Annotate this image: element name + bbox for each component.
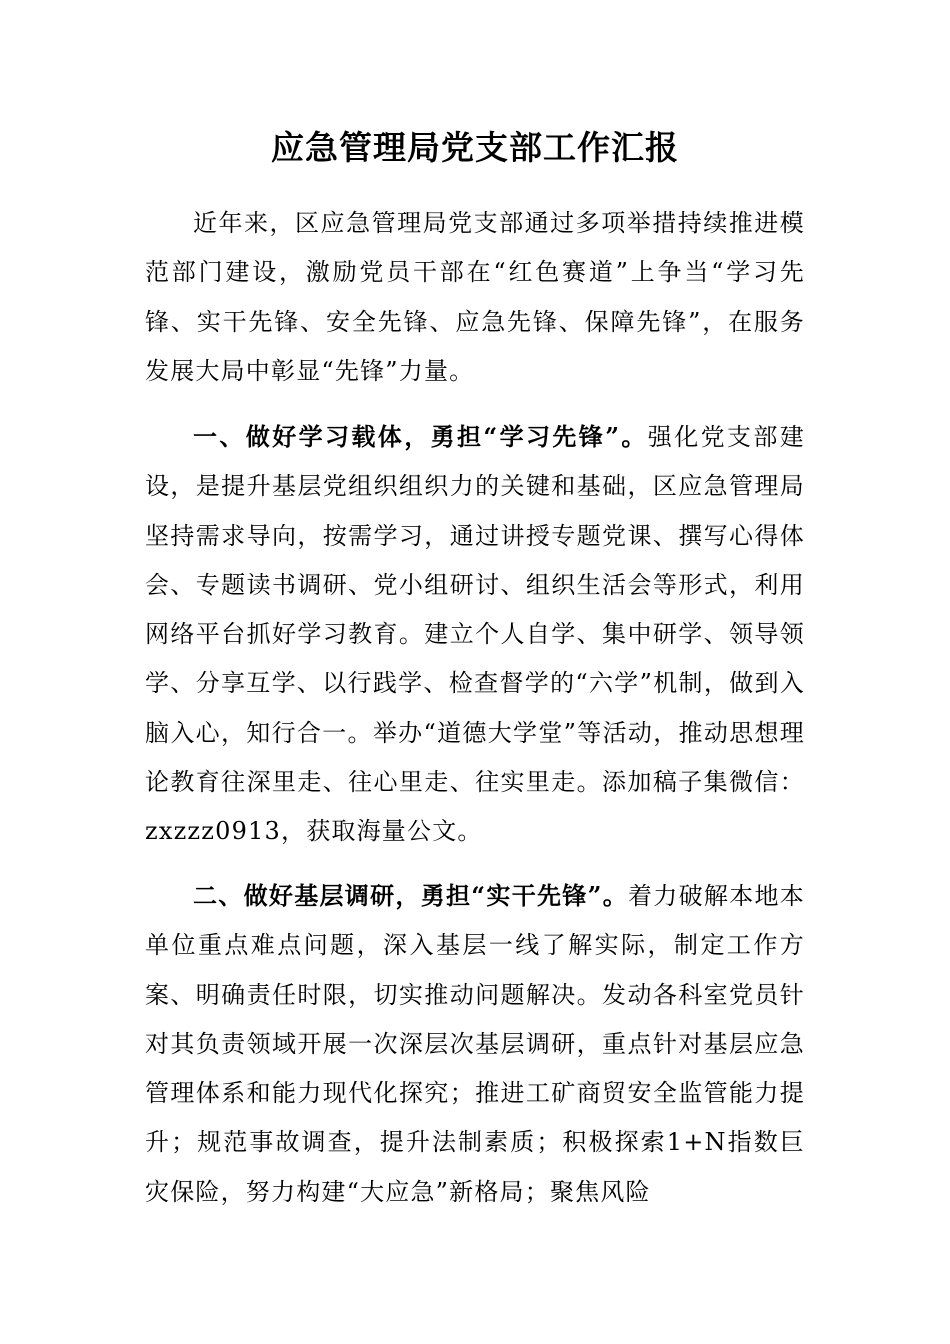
section-paragraph-1 <box>145 412 805 857</box>
section-body-2: 着力破解本地本单位重点难点问题，深入基层一线了解实际，制定工作方案、明确责任时限，切实推动问题解决。发动各科室党员针对其负责领域开展一次深层次基层调研，重点针对基层应急管理体系和能力现代化探究；推进工矿商贸安全监管能力提升；规范事故调查，提升法制素质；积极探索1+N指数巨灾保险，努力构建“大应急”新格局；聚焦风险 <box>145 882 805 1206</box>
document-title: 应急管理局党支部工作汇报 <box>271 128 679 167</box>
section-body-1: 强化党支部建设，是提升基层党组织组织力的关键和基础，区应急管理局坚持需求导向，按需学习，通过讲授专题党课、撰写心得体会、专题读书调研、党小组研讨、组织生活会等形式，利用网络平台抓好学习教育。建立个人自学、集中研学、领导领学、分享互学、以行践学、检查督学的“六学”机制，做到入脑入心，知行合一。举办“道德大学堂”等活动，推动思想理论教育往深里走、往心里走、往实里走。添加稿子集微信：zxzzz0913，获取海量公文。 <box>145 423 805 846</box>
intro-paragraph: 近年来，区应急管理局党支部通过多项举措持续推进模范部门建设，激励党员干部在“红色赛道”上争当“学习先锋、实干先锋、安全先锋、应急先锋、保障先锋”，在服务发展大局中彰显“先锋”力量。 <box>145 209 805 385</box>
section-heading-1: 一、做好学习载体，勇担“学习先锋”。 <box>193 422 648 451</box>
section-paragraph-2 <box>145 871 805 1217</box>
section-heading-2: 二、做好基层调研，勇担“实干先锋”。 <box>193 881 628 910</box>
